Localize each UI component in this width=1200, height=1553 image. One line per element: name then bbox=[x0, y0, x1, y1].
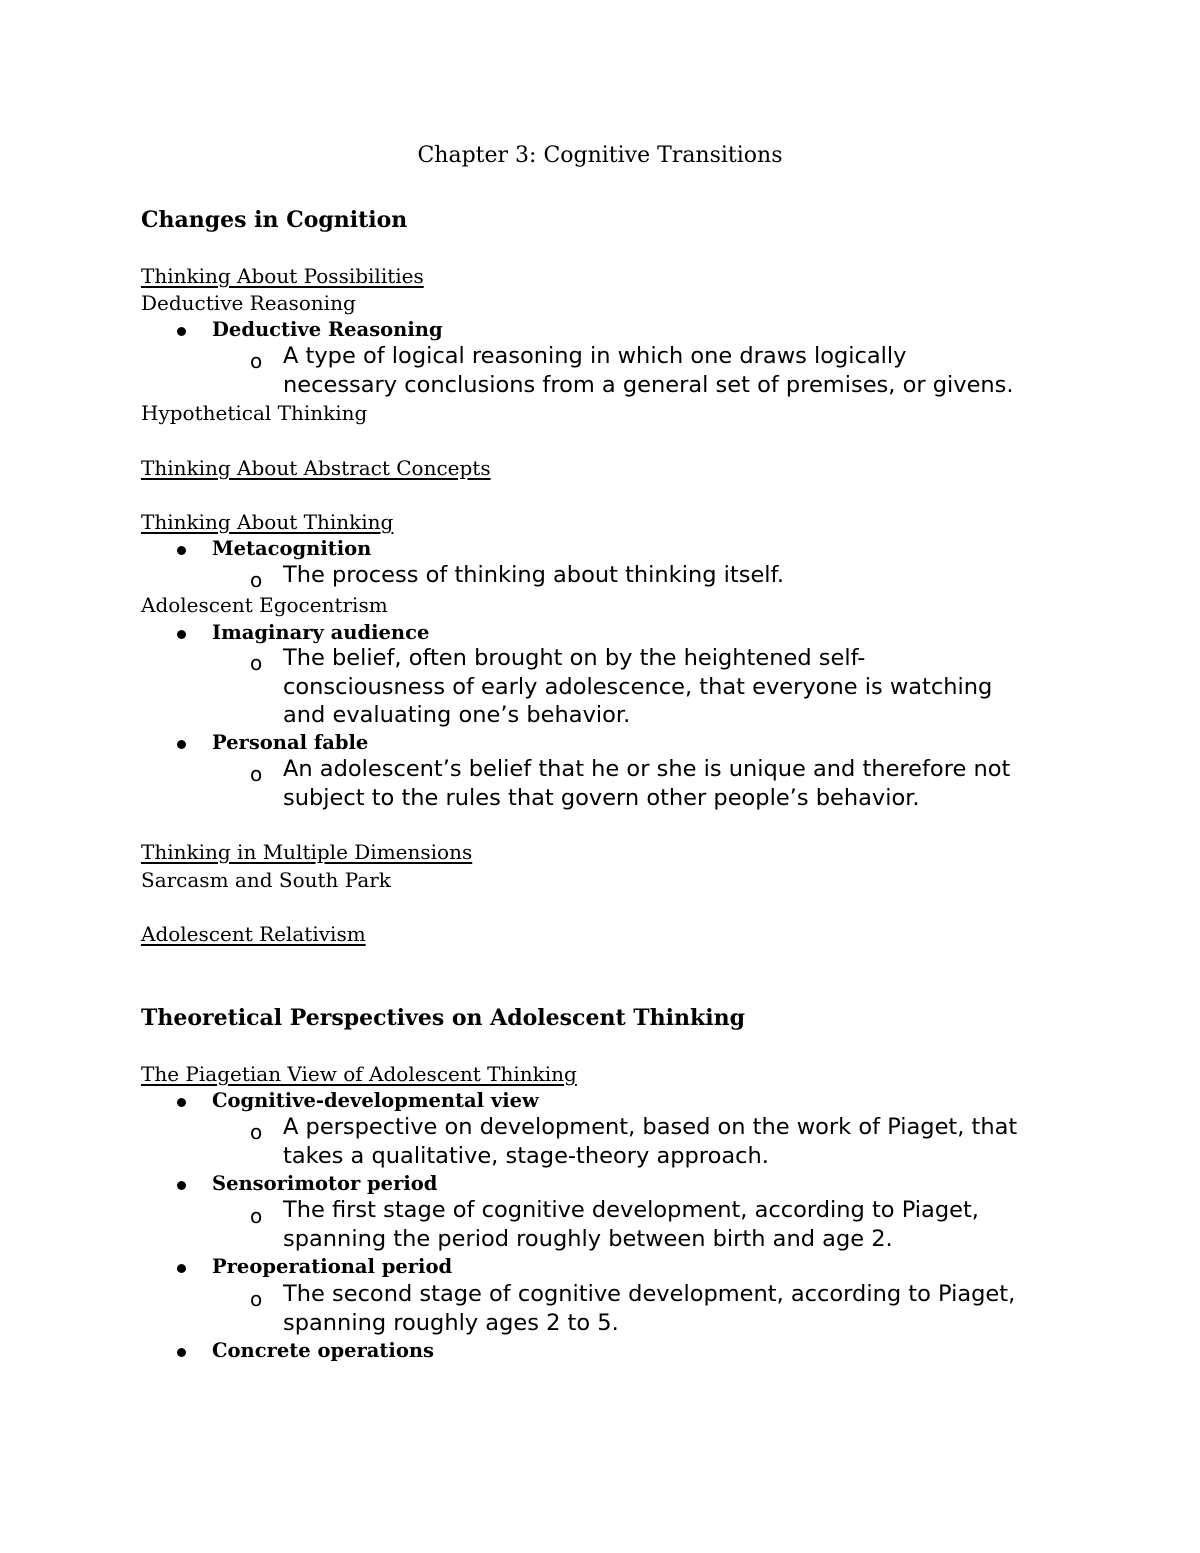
definition-line: spanning roughly ages 2 to 5. bbox=[283, 1310, 619, 1336]
bullet-dot bbox=[177, 327, 186, 336]
term-imaginary-audience: Imaginary audience bbox=[212, 621, 430, 644]
sub-bullet-marker: o bbox=[250, 349, 263, 373]
sub-bullet-marker: o bbox=[250, 1120, 263, 1144]
definition-line: The first stage of cognitive development, according to Piaget, bbox=[283, 1197, 979, 1223]
topic-sarcasm-south-park: Sarcasm and South Park bbox=[141, 868, 391, 892]
topic-hypothetical-thinking: Hypothetical Thinking bbox=[141, 401, 368, 425]
definition-line: spanning the period roughly between birth and age 2. bbox=[283, 1226, 893, 1252]
term-personal-fable: Personal fable bbox=[212, 731, 369, 754]
term-concrete-operations: Concrete operations bbox=[212, 1339, 434, 1362]
term-sensorimotor-period: Sensorimotor period bbox=[212, 1172, 438, 1195]
sub-bullet-marker: o bbox=[250, 762, 263, 786]
topic-adolescent-egocentrism: Adolescent Egocentrism bbox=[141, 593, 388, 617]
sub-bullet-marker: o bbox=[250, 651, 263, 675]
sub-bullet-marker: o bbox=[250, 1287, 263, 1311]
bullet-dot bbox=[177, 546, 186, 555]
definition-line: A type of logical reasoning in which one draws logically bbox=[283, 343, 907, 369]
subheading-piagetian-view: The Piagetian View of Adolescent Thinking bbox=[141, 1062, 577, 1086]
subheading-thinking-about-thinking: Thinking About Thinking bbox=[141, 510, 394, 534]
definition-line: An adolescent’s belief that he or she is unique and therefore not bbox=[283, 756, 1011, 782]
sub-bullet-marker: o bbox=[250, 1204, 263, 1228]
sub-bullet-marker: o bbox=[250, 568, 263, 592]
term-cognitive-developmental-view: Cognitive-developmental view bbox=[212, 1089, 539, 1112]
document-title: Chapter 3: Cognitive Transitions bbox=[417, 143, 783, 168]
term-deductive-reasoning: Deductive Reasoning bbox=[212, 318, 443, 341]
bullet-dot bbox=[177, 1348, 186, 1357]
bullet-dot bbox=[177, 1181, 186, 1190]
subheading-adolescent-relativism: Adolescent Relativism bbox=[141, 922, 366, 946]
term-preoperational-period: Preoperational period bbox=[212, 1255, 453, 1278]
term-metacognition: Metacognition bbox=[212, 537, 372, 560]
subheading-abstract-concepts: Thinking About Abstract Concepts bbox=[141, 456, 491, 480]
definition-line: consciousness of early adolescence, that everyone is watching bbox=[283, 674, 993, 700]
bullet-dot bbox=[177, 630, 186, 639]
bullet-dot bbox=[177, 1098, 186, 1107]
section-heading-changes-in-cognition: Changes in Cognition bbox=[141, 207, 408, 233]
definition-line: takes a qualitative, stage-theory approach. bbox=[283, 1143, 769, 1169]
definition-line: The belief, often brought on by the heightened self- bbox=[283, 645, 866, 671]
definition-line: A perspective on development, based on the work of Piaget, that bbox=[283, 1114, 1018, 1140]
bullet-dot bbox=[177, 740, 186, 749]
definition-line: and evaluating one’s behavior. bbox=[283, 702, 631, 728]
section-heading-theoretical-perspectives: Theoretical Perspectives on Adolescent Thinking bbox=[141, 1005, 745, 1031]
definition-line: The process of thinking about thinking itself. bbox=[283, 562, 784, 588]
subheading-thinking-about-possibilities: Thinking About Possibilities bbox=[141, 264, 424, 288]
bullet-dot bbox=[177, 1264, 186, 1273]
definition-line: subject to the rules that govern other people’s behavior. bbox=[283, 785, 920, 811]
topic-deductive-reasoning: Deductive Reasoning bbox=[141, 291, 356, 315]
subheading-multiple-dimensions: Thinking in Multiple Dimensions bbox=[141, 840, 473, 864]
definition-line: necessary conclusions from a general set of premises, or givens. bbox=[283, 372, 1014, 398]
definition-line: The second stage of cognitive development, according to Piaget, bbox=[283, 1281, 1016, 1307]
